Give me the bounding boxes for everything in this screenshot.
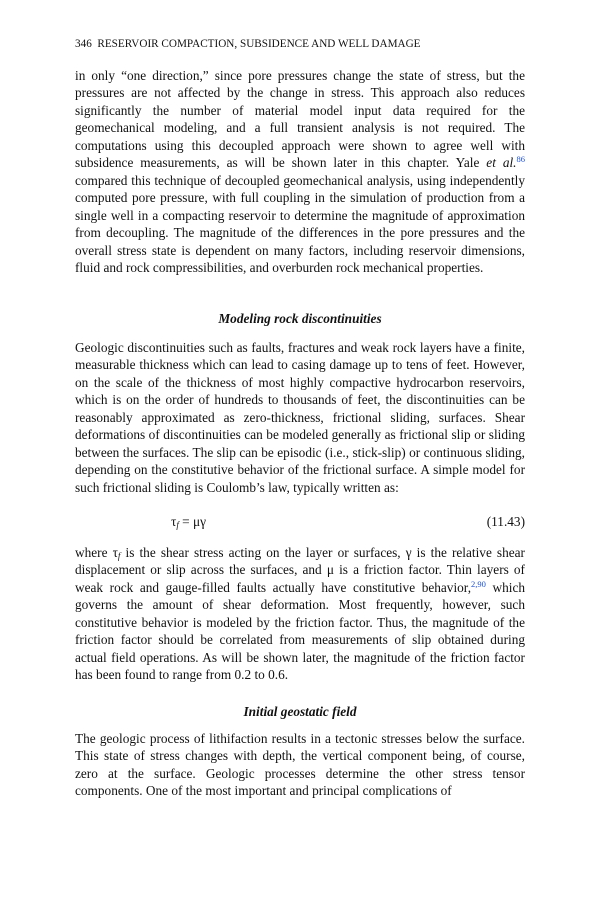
paragraph-text: is the shear stress acting on the layer or surfaces, γ is the relative shear displacement or slip across the surfaces, and μ is a friction factor. Thin layers of weak rock and gauge-filled faults actually have constitutive behavior, [75, 545, 525, 595]
citation-2-90[interactable]: 2,90 [471, 578, 486, 589]
paragraph-decoupled-approach [75, 67, 525, 276]
section-heading-modeling-rock-discontinuities [75, 310, 525, 327]
paragraph-geostatic [75, 730, 525, 800]
equation-expression [171, 514, 206, 530]
paragraph-text: in only “one direction,” since pore pressures change the state of stress, but the pressures are not affected by the change in stress. This approach also reduces significantly the number of material model input data required for the geomechanical modeling, and a full transient analysis is not required. The computations using this decoupled approach were shown to agree well with subsidence measurements, as will be shown later in this chapter. Yale [75, 68, 525, 171]
tau-subscript: f [117, 551, 121, 561]
equation-number: (11.43) [486, 514, 525, 529]
paragraph-text: which governs the amount of shear deformation. Most frequently, however, such constitutive behavior is modeled by the friction factor. Thus, the magnitude of the friction factor should be correlated from measurements of slip obtained during actual field operations. As will be shown later, the magnitude of the friction factor has been found to range from 0.2 to 0.6. [75, 579, 526, 683]
et-al: et al. [486, 155, 517, 171]
section-heading: Initial geostatic field [243, 704, 357, 719]
section-heading: Modeling rock discontinuities [218, 311, 382, 326]
equation-lhs-subscript: f [176, 520, 179, 530]
paragraph-text: The geologic process of lithifaction results in a tectonic stresses below the surface. This state of stress changes with depth, the vertical component being, of course, zero at the surface. Geologic processes determine the other stress tensor components. One of the most important and principal complications of [75, 731, 525, 799]
paragraph-text: Geologic discontinuities such as faults, fractures and weak rock layers have a finite, measurable thickness which can lead to casing damage up to tens of feet. However, on the scale of the thickness of most highly compactive hydrocarbon reservoirs, which is on the order of hundreds to thousands of feet, the discontinuities can be reasonably approximated as zero-thickness, frictional sliding, surfaces. Shear deformations of discontinuities can be modeled generally as frictional slip or sliding between the surfaces. The slip can be episodic (i.e., stick-slip) or continuous sliding, depending on the constitutive behavior of the frictional surface. A simple model for such frictional sliding is Coulomb’s law, typically written as: [75, 340, 525, 495]
section-heading-initial-geostatic-field [75, 703, 525, 720]
equation-rhs: = μγ [178, 514, 207, 529]
equation-11-43 [75, 514, 525, 532]
citation-86[interactable]: 86 [516, 154, 526, 165]
running-head [75, 38, 421, 50]
paragraph-text: where τ [75, 545, 118, 560]
running-head-title: RESERVOIR COMPACTION, SUBSIDENCE AND WELL DAMAGE [97, 38, 421, 50]
equation-lhs: τ [171, 514, 177, 529]
paragraph-text: compared this technique of decoupled geomechanical analysis, using independently computed pore pressure, with full coupling in the simulation of production from a single well in a compacting reservoir to determine the magnitude of approximation from decoupling. The magnitude of the differences in the pore pressures and the overall stress state is dependent on many factors, including reservoir dimensions, fluid and rock compressibilities, and overburden rock mechanical properties. [75, 172, 525, 275]
page-number: 346 [75, 38, 92, 50]
paragraph-discontinuities [75, 339, 525, 496]
paragraph-friction-factor [75, 544, 525, 684]
